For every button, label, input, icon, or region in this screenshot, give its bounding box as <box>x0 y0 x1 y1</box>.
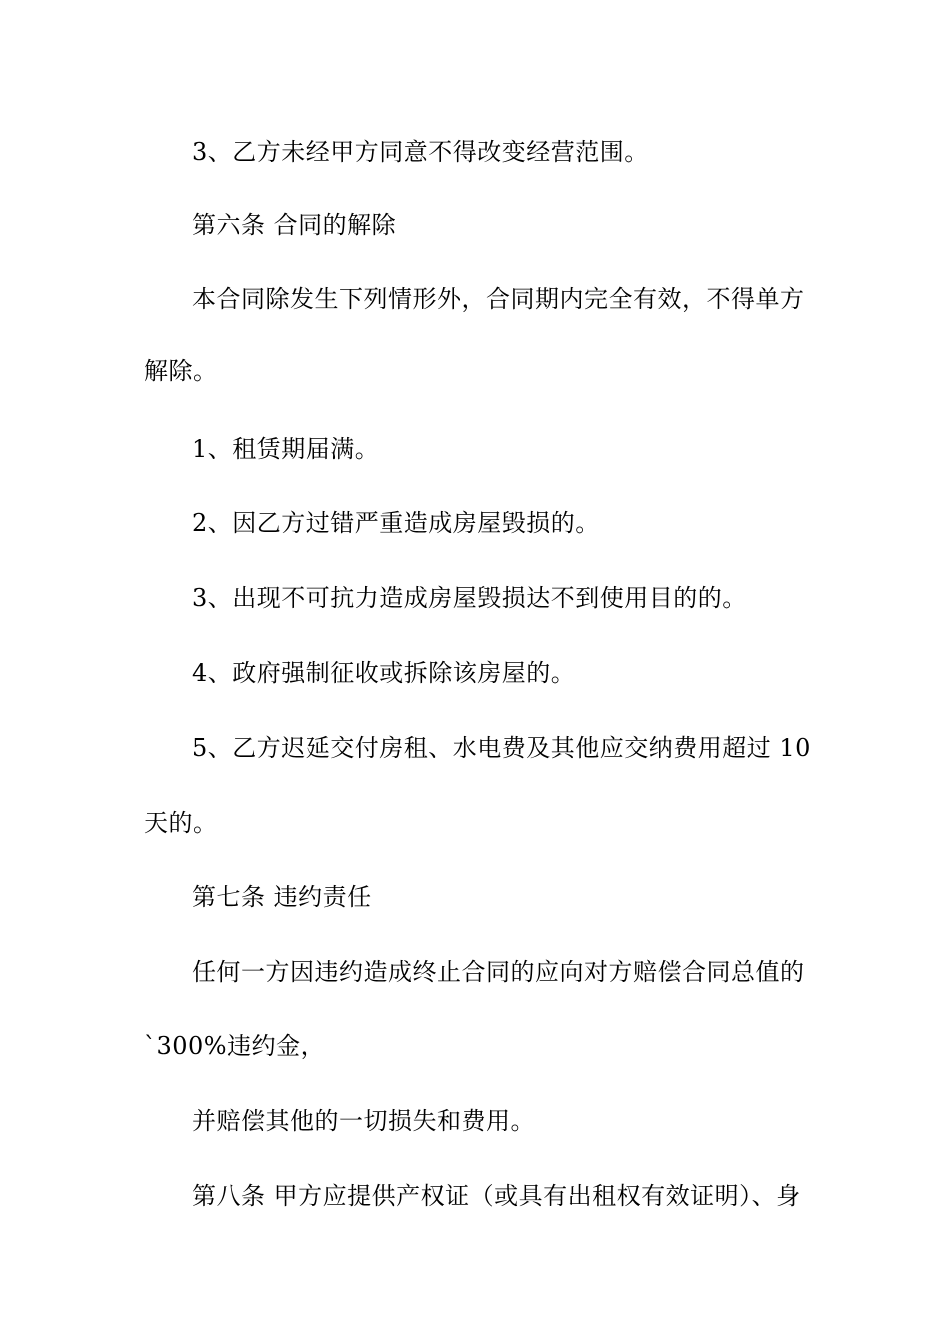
article-7-heading: 第七条 违约责任 <box>192 883 372 911</box>
article-6-item-3: 3、出现不可抗力造成房屋毁损达不到使用目的的。 <box>192 584 747 612</box>
clause-5-item-3: 3、乙方未经甲方同意不得改变经营范围。 <box>192 138 649 166</box>
article-7-body-compensation: 并赔偿其他的一切损失和费用。 <box>192 1107 535 1135</box>
article-6-item-2: 2、因乙方过错严重造成房屋毁损的。 <box>192 509 600 537</box>
article-6-item-1: 1、租赁期届满。 <box>192 435 380 463</box>
article-6-intro: 本合同除发生下列情形外，合同期内完全有效，不得单方 <box>192 285 805 313</box>
article-7-body-continued: `300%违约金， <box>144 1032 326 1060</box>
article-6-intro-continued: 解除。 <box>144 357 218 385</box>
article-6-item-5-continued: 天的。 <box>144 809 218 837</box>
article-6-item-5: 5、乙方迟延交付房租、水电费及其他应交纳费用超过 10 <box>192 734 811 762</box>
article-6-heading: 第六条 合同的解除 <box>192 211 397 239</box>
article-6-item-4: 4、政府强制征收或拆除该房屋的。 <box>192 659 576 687</box>
article-7-body: 任何一方因违约造成终止合同的应向对方赔偿合同总值的 <box>192 958 805 986</box>
article-8-heading: 第八条 甲方应提供产权证（或具有出租权有效证明）、身 <box>192 1182 801 1210</box>
